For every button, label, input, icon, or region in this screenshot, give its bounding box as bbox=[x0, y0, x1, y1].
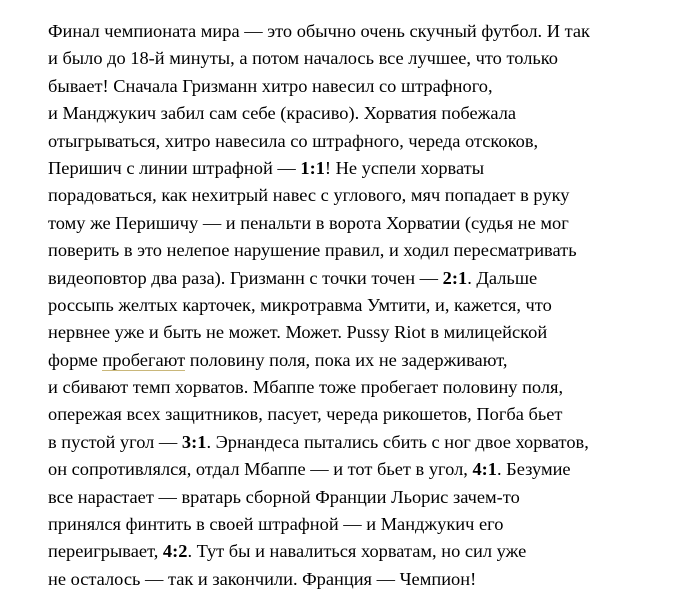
text-line: россыпь желтых карточек, микротравма Умтити, и, кажется, что bbox=[48, 294, 552, 315]
text-line: видеоповтор два раза). Гризманн с точки точен — 2:1. Дальше bbox=[48, 267, 538, 288]
text-line: порадоваться, как нехитрый навес с углового, мяч попадает в руку bbox=[48, 185, 570, 206]
text-line: принялся финтить в своей штрафной — и Манджукич его bbox=[48, 514, 504, 535]
text-line: и было до 18-й минуты, а потом началось все лучшее, что только bbox=[48, 48, 558, 69]
text-line: в пустой угол — 3:1. Эрнандеса пытались сбить с ног двое хорватов, bbox=[48, 431, 589, 452]
text-line: не осталось — так и закончили. Франция — Чемпион! bbox=[48, 568, 477, 589]
score-3-1: 3:1 bbox=[181, 431, 207, 452]
text-line: тому же Перишичу — и пенальти в ворота Хорватии (судья не мог bbox=[48, 212, 569, 233]
text-line: переигрывает, 4:2. Тут бы и навалиться хорватам, но сил уже bbox=[48, 541, 527, 562]
text-line: опережая всех защитников, пасует, череда рикошетов, Погба бьет bbox=[48, 404, 563, 425]
text-line: нервнее уже и быть не может. Может. Pussy Riot в милицейской bbox=[48, 322, 548, 343]
text-line: все нарастает — вратарь сборной Франции Льорис зачем-то bbox=[48, 486, 520, 507]
inline-link-pussy-riot[interactable]: пробегают bbox=[102, 349, 186, 370]
text-line: он сопротивлялся, отдал Мбаппе — и тот бьет в угол, 4:1. Безумие bbox=[48, 459, 571, 480]
text-line: и Манджукич забил сам себе (красиво). Хорватия побежала bbox=[48, 103, 517, 124]
score-1-1: 1:1 bbox=[300, 157, 325, 178]
text-line: бывает! Сначала Гризманн хитро навесил со штрафного, bbox=[48, 75, 493, 96]
score-4-2: 4:2 bbox=[162, 541, 188, 562]
article-body bbox=[48, 18, 675, 593]
text-line: форме пробегают половину поля, пока их не задерживают, bbox=[48, 349, 508, 370]
score-4-1: 4:1 bbox=[472, 459, 497, 480]
text-line: поверить в это нелепое нарушение правил, и ходил пересматривать bbox=[48, 240, 577, 261]
text-line: Финал чемпионата мира — это обычно очень скучный футбол. И так bbox=[48, 21, 590, 41]
text-line: отыгрываться, хитро навесила со штрафного, череда отскоков, bbox=[48, 130, 539, 151]
score-2-1: 2:1 bbox=[442, 267, 468, 288]
text-line: Перишич с линии штрафной — 1:1! Не успели хорваты bbox=[48, 157, 485, 178]
text-line: и сбивают темп хорватов. Мбаппе тоже пробегает половину поля, bbox=[48, 377, 564, 398]
